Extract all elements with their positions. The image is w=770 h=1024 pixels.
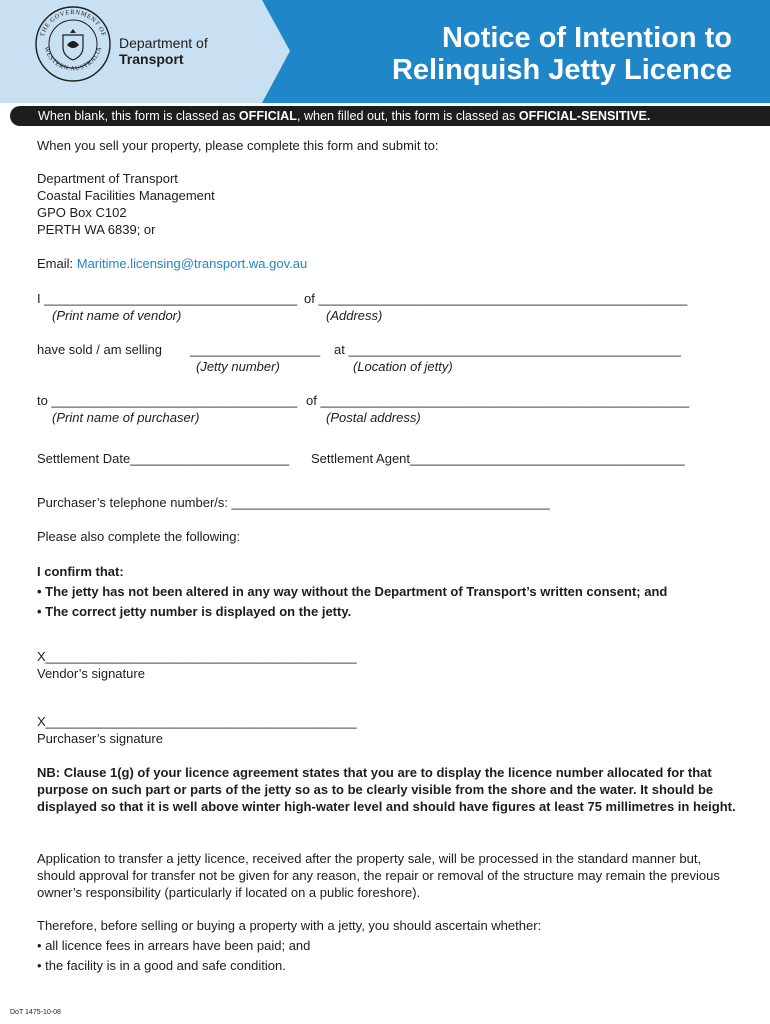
- purchaser-signature-label: Purchaser’s signature: [37, 731, 163, 746]
- purchaser-name-caption: (Print name of purchaser): [52, 410, 200, 425]
- form-title-line1: Notice of Intention to: [442, 22, 732, 54]
- address-line3: GPO Box C102: [37, 205, 127, 220]
- jetty-number-caption: (Jetty number): [196, 359, 280, 374]
- settlement-agent-field[interactable]: Settlement Agent______________________________________: [311, 451, 685, 466]
- classification-banner: [10, 106, 770, 126]
- address-line1: Department of Transport: [37, 171, 178, 186]
- address-line2: Coastal Facilities Management: [37, 188, 215, 203]
- department-name-line1: Department of: [119, 35, 208, 51]
- confirm-heading: I confirm that:: [37, 564, 124, 579]
- jetty-number-field[interactable]: __________________: [190, 342, 321, 357]
- classification-level-blank: OFFICIAL: [238, 109, 297, 123]
- vendor-name-field[interactable]: I ___________________________________: [37, 291, 298, 306]
- complete-following-text: Please also complete the following:: [37, 529, 241, 544]
- purchaser-name-field[interactable]: to __________________________________: [37, 393, 298, 408]
- purchaser-address-field[interactable]: of ___________________________________________________: [306, 393, 690, 408]
- sold-selling-label: have sold / am selling: [37, 342, 163, 357]
- vendor-address-field[interactable]: of ___________________________________________________: [304, 291, 688, 306]
- wa-government-seal-icon: [34, 5, 112, 83]
- classification-level-filled: OFFICIAL-SENSITIVE.: [518, 109, 651, 123]
- svg-text:WESTERN AUSTRALIA: WESTERN AUSTRALIA: [42, 45, 104, 73]
- settlement-date-field[interactable]: Settlement Date______________________: [37, 451, 290, 466]
- jetty-location-field[interactable]: at ______________________________________________: [334, 342, 682, 357]
- address-line4: PERTH WA 6839; or: [37, 222, 156, 237]
- svg-text:THE GOVERNMENT OF: THE GOVERNMENT OF: [38, 8, 108, 38]
- vendor-name-caption: (Print name of vendor): [52, 308, 182, 323]
- purchaser-signature-field[interactable]: X___________________________________________: [37, 714, 357, 729]
- department-name-line2: Transport: [119, 51, 184, 67]
- ascertain-bullet-2: • the facility is in a good and safe condition.: [37, 958, 286, 973]
- form-code: DoT 1475-10-08: [10, 1009, 61, 1016]
- email-label: Email:: [37, 256, 77, 271]
- ascertain-intro: Therefore, before selling or buying a property with a jetty, you should ascertain whether:: [37, 918, 542, 933]
- department-name: [119, 35, 208, 67]
- ascertain-bullet-1: • all licence fees in arrears have been paid; and: [37, 938, 311, 953]
- form-title-line2: Relinquish Jetty Licence: [391, 54, 732, 86]
- classification-middle: , when filled out, this form is classed as: [296, 109, 519, 123]
- form-title: [392, 22, 732, 86]
- confirm-bullet-1: • The jetty has not been altered in any way without the Department of Transport’s written consent; and: [37, 584, 668, 599]
- transfer-note: Application to transfer a jetty licence, received after the property sale, will be processed in the standard manner but, should approval for transfer not be given for any reason, the repair or removal of the structure may remain the previous owner’s responsibility (particularly if located on a public foreshore).: [37, 851, 720, 900]
- vendor-signature-field[interactable]: X___________________________________________: [37, 649, 357, 664]
- vendor-address-caption: (Address): [326, 308, 383, 323]
- email-line: [37, 256, 307, 272]
- purchaser-address-caption: (Postal address): [326, 410, 421, 425]
- nb-clause: NB: Clause 1(g) of your licence agreement states that you are to display the licence number allocated for that purpose on such part or parts of the jetty so as to be clearly visible from the shore and the water. It should be displayed so that it is well above winter high-water level and should have figures at least 75 millimetres in height.: [37, 765, 736, 814]
- email-link[interactable]: Maritime.licensing@transport.wa.gov.au: [76, 256, 308, 271]
- classification-prefix: When blank, this form is classed as: [38, 109, 239, 123]
- jetty-location-caption: (Location of jetty): [353, 359, 453, 374]
- confirm-bullet-2: • The correct jetty number is displayed on the jetty.: [37, 604, 352, 619]
- header-banner: [0, 0, 770, 103]
- vendor-signature-label: Vendor’s signature: [37, 666, 145, 681]
- purchaser-telephone-field[interactable]: Purchaser’s telephone number/s: ____________________________________________: [37, 495, 550, 510]
- intro-text: When you sell your property, please complete this form and submit to:: [37, 138, 439, 153]
